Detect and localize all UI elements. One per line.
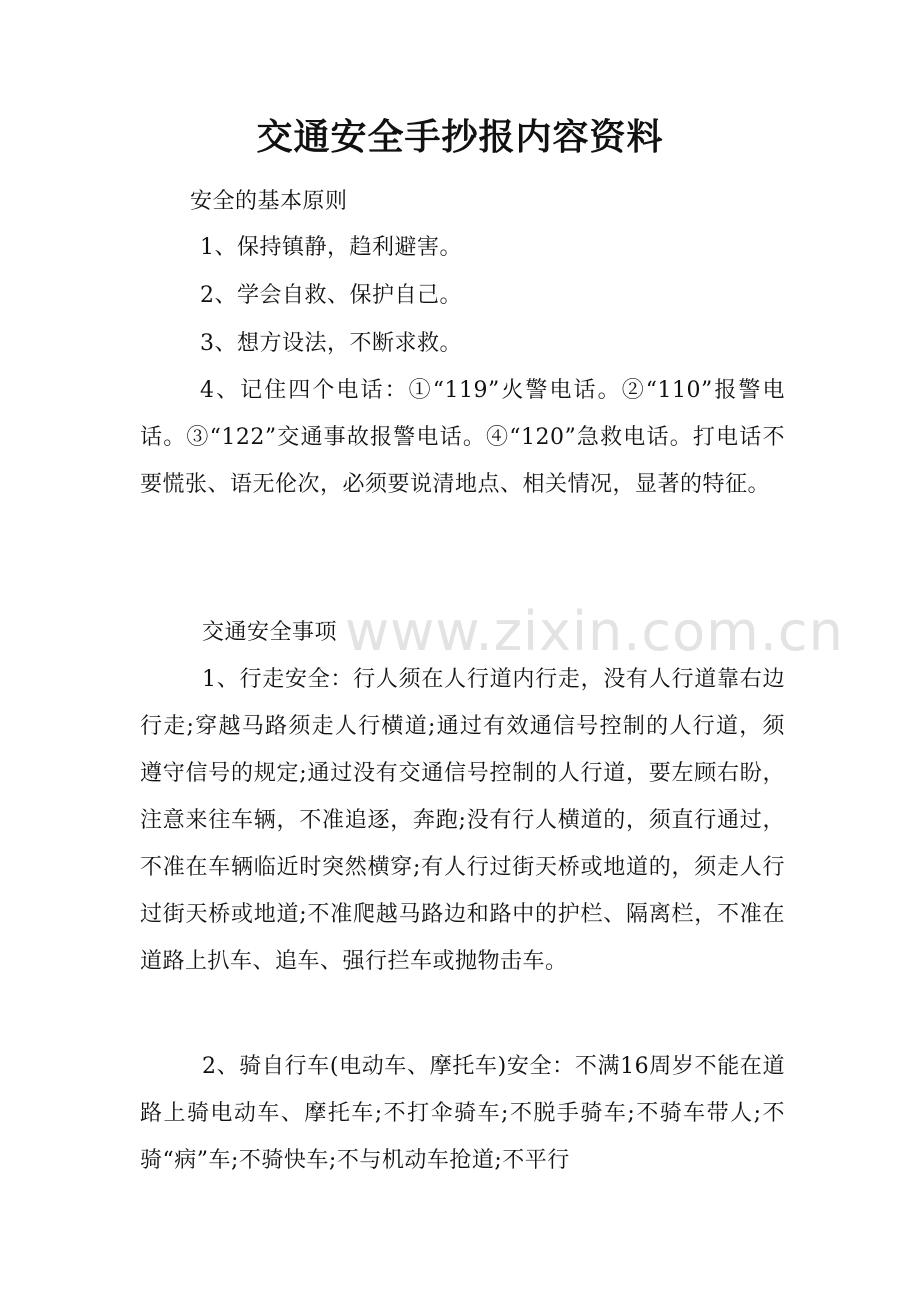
principle-item-phone-numbers: 4、记住四个电话：①“119”火警电话。②“110”报警电话。③“122”交通事故报警电话。④“120”急救电话。打电话不要慌张、语无伦次，必须要说清地点、相关情况，显著的特征。 [140,378,785,497]
section-heading-basic-principles: 安全的基本原则 [190,189,348,214]
safety-item-walking: 1、行走安全：行人须在人行道内行走，没有人行道靠右边行走;穿越马路须走人行横道;通过有效通信号控制的人行道，须遵守信号的规定;通过没有交通信号控制的人行道，要左顾右盼，注意来往车辆，不准追逐，奔跑;没有行人横道的，须直行通过，不准在车辆临近时突然横穿;有人行过街天桥或地道的，须走人行过街天桥或地道;不准爬越马路边和路中的护栏、隔离栏，不准在道路上扒车、追车、强行拦车或抛物击车。 [140,667,785,974]
safety-item-cycling: 2、骑自行车(电动车、摩托车)安全：不满16周岁不能在道路上骑电动车、摩托车;不打伞骑车;不脱手骑车;不骑车带人;不骑“病”车;不骑快车;不与机动车抢道;不平行 [140,1054,785,1173]
principle-item: 3、想方设法，不断求救。 [200,331,462,356]
principle-item: 2、学会自救、保护自己。 [200,283,462,308]
section-heading-traffic-safety: 交通安全事项 [202,620,338,645]
page-title: 交通安全手抄报内容资料 [256,116,664,158]
watermark: www.zixin.com.cn [345,600,844,663]
principle-item: 1、保持镇静，趋利避害。 [200,235,462,260]
